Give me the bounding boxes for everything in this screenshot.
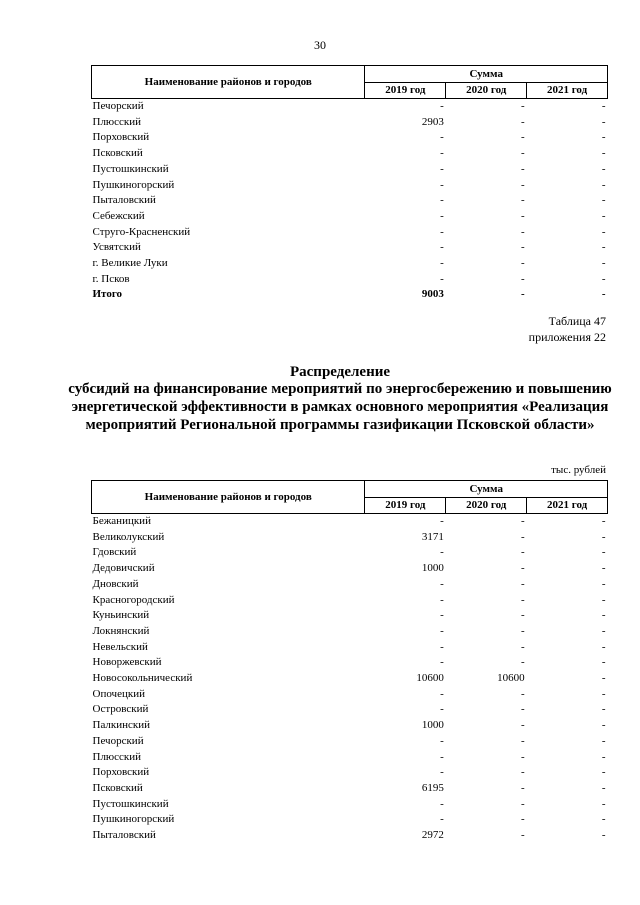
amount-cell-2019: - (440, 225, 444, 238)
district-name-cell: Дедовичский (92, 562, 155, 575)
amount-cell-2019: - (440, 100, 444, 112)
table-row (92, 781, 608, 797)
amount-cell-2020: - (520, 546, 525, 559)
amount-cell-2020: - (520, 703, 525, 716)
amount-cell-2019: 2903 (421, 115, 444, 128)
subsidy-table-gasification (91, 480, 608, 844)
table-row (92, 765, 608, 781)
table-row (92, 545, 608, 561)
district-name-cell: г. Великие Луки (92, 257, 168, 270)
table-row (92, 577, 608, 593)
table-row (92, 608, 608, 624)
amount-cell-2021: - (601, 766, 606, 779)
table-row (92, 115, 608, 131)
district-name-cell: Усвятский (92, 241, 141, 254)
district-name-cell: Печорский (92, 734, 144, 747)
table-row (92, 178, 608, 194)
amount-cell-2021: - (601, 257, 606, 270)
table-row (92, 162, 608, 178)
district-name-cell: Порховский (92, 766, 150, 779)
amount-cell-2020: - (520, 593, 525, 606)
column-header-2020: 2020 год (446, 497, 527, 514)
district-name-cell: Куньинский (92, 609, 150, 622)
amount-cell-2021: - (601, 687, 606, 700)
amount-cell-2021: - (601, 530, 606, 543)
amount-cell-2021: - (601, 672, 606, 685)
amount-cell-2021: - (601, 288, 606, 301)
amount-cell-2019: 3171 (421, 530, 444, 543)
table-number: Таблица 47 (548, 314, 606, 328)
amount-cell-2021: - (601, 734, 606, 747)
amount-cell-2021: - (601, 640, 606, 653)
district-name-cell: Дновский (92, 577, 139, 590)
amount-cell-2020: - (520, 131, 525, 144)
amount-cell-2021: - (601, 194, 606, 207)
district-name-cell: Локнянский (92, 624, 150, 637)
district-name-cell: Гдовский (92, 546, 137, 559)
district-name-cell: Великолукский (92, 530, 165, 543)
amount-cell-2019: - (440, 687, 444, 700)
district-name-cell: Струго-Красненский (92, 225, 191, 238)
amount-cell-2019: - (440, 241, 444, 254)
table-row (92, 561, 608, 577)
district-name-cell: Порховский (92, 131, 150, 144)
column-header-2021: 2021 год (527, 82, 608, 99)
amount-cell-2019: - (440, 546, 444, 559)
district-name-cell: Псковский (92, 147, 143, 160)
amount-cell-2019: - (440, 609, 444, 622)
amount-cell-2020: - (520, 766, 525, 779)
amount-cell-2021: - (601, 241, 606, 254)
amount-cell-2021: - (601, 593, 606, 606)
amount-cell-2019: - (440, 209, 444, 222)
district-name-cell: Пустошкинский (92, 797, 169, 810)
amount-cell-2020: - (520, 562, 525, 575)
amount-cell-2019: - (440, 593, 444, 606)
district-name-cell: Псковский (92, 781, 143, 794)
table-row (92, 655, 608, 671)
table-row (92, 640, 608, 656)
district-name-cell: Опочецкий (92, 687, 145, 700)
district-name-cell: Плюсский (92, 115, 142, 128)
amount-cell-2021: - (601, 100, 606, 112)
amount-cell-2020: - (520, 781, 525, 794)
column-header-2019: 2019 год (365, 82, 446, 99)
amount-cell-2021: - (601, 577, 606, 590)
table-row (92, 734, 608, 750)
column-header-2020: 2020 год (446, 82, 527, 99)
amount-cell-2021: - (601, 147, 606, 160)
table-row (92, 209, 608, 225)
amount-cell-2019: 1000 (421, 562, 444, 575)
amount-cell-2020: - (520, 162, 525, 175)
amount-cell-2020: 10600 (497, 672, 525, 685)
amount-cell-2020: - (520, 640, 525, 653)
district-name-cell: Пыталовский (92, 829, 156, 842)
amount-cell-2020: - (520, 147, 525, 160)
amount-cell-2021: - (601, 781, 606, 794)
amount-cell-2019: 1000 (421, 719, 444, 732)
amount-cell-2019: - (440, 131, 444, 144)
amount-cell-2019: - (440, 147, 444, 160)
amount-cell-2019: - (440, 797, 444, 810)
amount-cell-2019: - (440, 577, 444, 590)
amount-cell-2021: - (601, 162, 606, 175)
amount-cell-2021: - (601, 829, 606, 842)
district-name-cell: Печорский (92, 100, 144, 112)
amount-cell-2019: - (440, 624, 444, 637)
amount-cell-2020: - (520, 194, 525, 207)
amount-cell-2020: - (520, 734, 525, 747)
district-name-cell: Новоржевский (92, 656, 162, 669)
units-label: тыс. рублей (551, 464, 606, 476)
district-name-cell: Пустошкинский (92, 162, 169, 175)
amount-cell-2019: - (440, 515, 444, 527)
amount-cell-2020: - (520, 813, 525, 826)
amount-cell-2020: - (520, 656, 525, 669)
amount-cell-2019: - (440, 194, 444, 207)
table-row (92, 828, 608, 844)
table-row (92, 750, 608, 766)
column-header-sum: Сумма (365, 66, 608, 83)
table-row (92, 99, 608, 115)
amount-cell-2019: 10600 (416, 672, 444, 685)
column-header-name: Наименование районов и городов (92, 66, 365, 99)
amount-cell-2019: - (440, 703, 444, 716)
district-name-cell: Пыталовский (92, 194, 156, 207)
district-name-cell: Пушкиногорский (92, 813, 175, 826)
column-header-name: Наименование районов и городов (92, 481, 365, 514)
amount-cell-2021: - (601, 609, 606, 622)
amount-cell-2021: - (601, 562, 606, 575)
table-row (92, 593, 608, 609)
amount-cell-2020: - (520, 515, 525, 527)
district-name-cell: Красногородский (92, 593, 175, 606)
amount-cell-2020: - (520, 687, 525, 700)
table-title-description: субсидий на финансирование мероприятий по энергосбережению и повышению энергетической эффективности в рамках основного мероприятия «Реализация мероприятий Региональной программы газификации Псковской области» (68, 381, 612, 433)
amount-cell-2020: - (520, 209, 525, 222)
table-row (92, 624, 608, 640)
amount-cell-2020: - (520, 272, 525, 285)
amount-cell-2021: - (601, 209, 606, 222)
table-row (92, 797, 608, 813)
subsidy-table-continued (91, 65, 608, 303)
district-name-cell: Островский (92, 703, 149, 716)
amount-cell-2019: 6195 (421, 781, 444, 794)
district-name-cell: Себежский (92, 209, 145, 222)
amount-cell-2019: - (440, 257, 444, 270)
table-row (92, 240, 608, 256)
amount-cell-2021: - (601, 750, 606, 763)
amount-cell-2019: - (440, 640, 444, 653)
table-row (92, 812, 608, 828)
table-row (92, 130, 608, 146)
amount-cell-2021: - (601, 225, 606, 238)
amount-cell-2020: - (520, 100, 525, 112)
amount-cell-2019: 2972 (421, 829, 444, 842)
table-row (92, 272, 608, 288)
amount-cell-2021: - (601, 178, 606, 191)
amount-cell-2021: - (601, 272, 606, 285)
table-row (92, 514, 608, 530)
amount-cell-2020: - (520, 577, 525, 590)
amount-cell-2020: - (520, 719, 525, 732)
table-row (92, 225, 608, 241)
amount-cell-2020: - (520, 750, 525, 763)
amount-cell-2019: - (440, 813, 444, 826)
table-title-heading: Распределение (289, 364, 391, 380)
amount-cell-2020: - (520, 624, 525, 637)
amount-cell-2020: - (520, 530, 525, 543)
amount-cell-2020: - (520, 178, 525, 191)
amount-cell-2019: - (440, 766, 444, 779)
table-row (92, 256, 608, 272)
amount-cell-2021: - (601, 703, 606, 716)
table-total-row (92, 287, 608, 303)
amount-cell-2020: - (520, 288, 525, 301)
district-name-cell: Бежаницкий (92, 515, 151, 527)
district-name-cell: Палкинский (92, 719, 151, 732)
table-row (92, 718, 608, 734)
amount-cell-2021: - (601, 797, 606, 810)
amount-cell-2021: - (601, 115, 606, 128)
table-row (92, 702, 608, 718)
amount-cell-2020: - (520, 829, 525, 842)
amount-cell-2021: - (601, 719, 606, 732)
amount-cell-2019: - (440, 272, 444, 285)
district-name-cell: Пушкиногорский (92, 178, 175, 191)
district-name-cell: Итого (92, 288, 123, 301)
amount-cell-2021: - (601, 624, 606, 637)
amount-cell-2021: - (601, 131, 606, 144)
amount-cell-2020: - (520, 257, 525, 270)
table-row (92, 146, 608, 162)
amount-cell-2021: - (601, 546, 606, 559)
amount-cell-2019: 9003 (421, 288, 444, 301)
appendix-reference: приложения 22 (528, 330, 606, 344)
amount-cell-2019: - (440, 162, 444, 175)
amount-cell-2021: - (601, 515, 606, 527)
table-row (92, 687, 608, 703)
amount-cell-2020: - (520, 225, 525, 238)
page-number: 30 (314, 38, 326, 52)
district-name-cell: г. Псков (92, 272, 130, 285)
amount-cell-2019: - (440, 178, 444, 191)
column-header-2019: 2019 год (365, 497, 446, 514)
district-name-cell: Новосокольнический (92, 672, 193, 685)
amount-cell-2020: - (520, 609, 525, 622)
district-name-cell: Плюсский (92, 750, 142, 763)
amount-cell-2019: - (440, 750, 444, 763)
amount-cell-2021: - (601, 813, 606, 826)
column-header-2021: 2021 год (527, 497, 608, 514)
district-name-cell: Невельский (92, 640, 148, 653)
column-header-sum: Сумма (365, 481, 608, 498)
amount-cell-2020: - (520, 797, 525, 810)
table-row (92, 530, 608, 546)
amount-cell-2019: - (440, 734, 444, 747)
amount-cell-2019: - (440, 656, 444, 669)
table-row (92, 193, 608, 209)
amount-cell-2021: - (601, 656, 606, 669)
amount-cell-2020: - (520, 241, 525, 254)
amount-cell-2020: - (520, 115, 525, 128)
table-row (92, 671, 608, 687)
